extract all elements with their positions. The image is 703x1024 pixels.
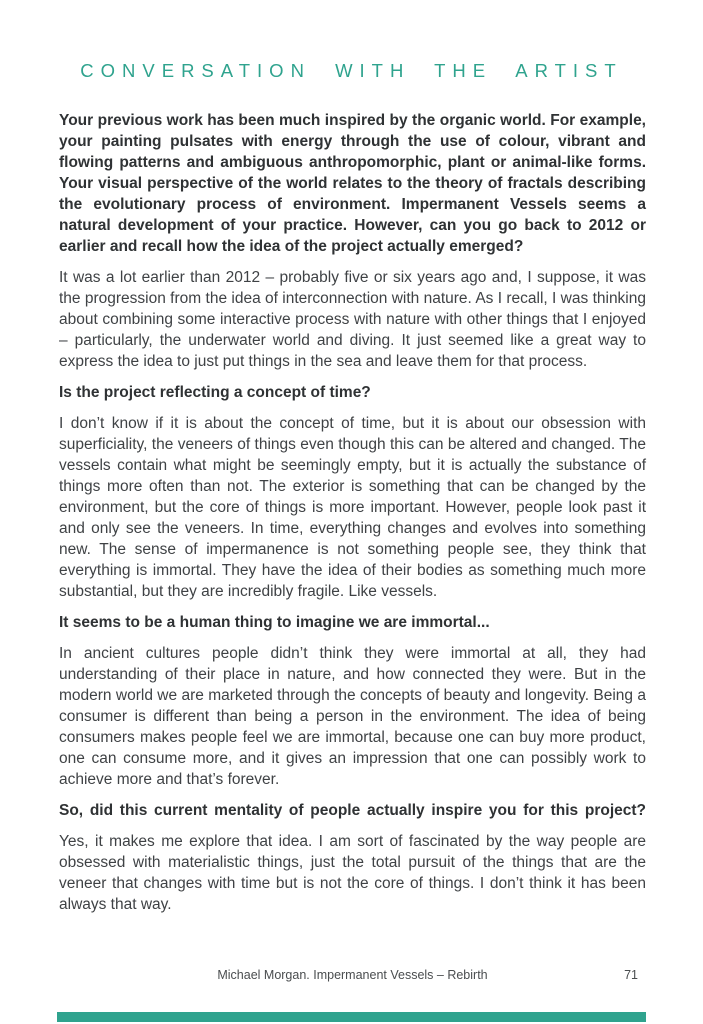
question-paragraph: Your previous work has been much inspired by the organic world. For example, your painting pulsates with energy through the use of colour, vibrant and flowing patterns and ambiguous anthropomorphic, plant or animal-like forms. Your visual perspective of the world relates to the theory of fractals describing the evolutionary process of environment. Impermanent Vessels seems a natural development of your practice. However, can you go back to 2012 or earlier and recall how the idea of the project actually emerged?: [59, 112, 646, 255]
page-number: 71: [624, 968, 638, 982]
question-paragraph: It seems to be a human thing to imagine we are immortal...: [59, 614, 490, 631]
page-footer: [59, 968, 646, 986]
question-paragraph: So, did this current mentality of people actually inspire you for this project?: [59, 802, 646, 819]
page-title: CONVERSATION WITH THE ARTIST: [80, 60, 623, 81]
interview-text: [59, 110, 646, 915]
answer-paragraph: I don’t know if it is about the concept of time, but it is about our obsession with superficiality, the veneers of things even though this can be altered and changed. The vessels contain what might be seemingly empty, but it is actually the substance of things more often than not. The exterior is something that can be changed by the environment, but the core of things is more important. However, people look past it and only see the veneers. In time, everything changes and evolves into something new. The sense of impermanence is not something people see, they think that everything is immortal. They have the idea of their bodies as something much more substantial, but they are incredibly fragile. Like vessels.: [59, 415, 646, 600]
footer-caption: Michael Morgan. Impermanent Vessels – Rebirth: [217, 968, 488, 982]
answer-paragraph: In ancient cultures people didn’t think they were immortal at all, they had understanding of their place in nature, and how connected they were. But in the modern world we are marketed through the concepts of beauty and longevity. Being a consumer is different than being a person in the environment. The idea of being consumers makes people feel we are immortal, because one can buy more product, one can consume more, and it gives an impression that one can possibly work to achieve more and that’s forever.: [59, 645, 646, 788]
answer-paragraph: Yes, it makes me explore that idea. I am sort of fascinated by the way people are obsessed with materialistic things, just the total pursuit of the things that are the veneer that changes with time but is not the core of things. I don’t think it has been always that way.: [59, 833, 646, 913]
question-paragraph: Is the project reflecting a concept of time?: [59, 384, 371, 401]
answer-paragraph: It was a lot earlier than 2012 – probably five or six years ago and, I suppose, it was the progression from the idea of interconnection with nature. As I recall, I was thinking about combining some interactive process with nature with other things that I enjoyed – particularly, the underwater world and diving. It just seemed like a great way to express the idea to just put things in the sea and leave them for that process.: [59, 269, 646, 370]
footer-accent-bar: [57, 1012, 646, 1022]
